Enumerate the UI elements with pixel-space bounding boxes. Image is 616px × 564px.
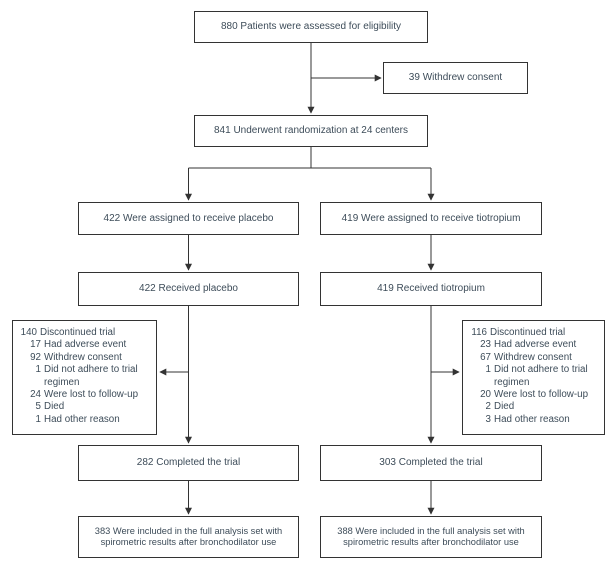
count: 140 <box>20 327 37 338</box>
count: 23 <box>480 339 491 351</box>
box-received-placebo-label: 422 Received placebo <box>139 283 238 294</box>
discontinued-line <box>469 414 601 426</box>
count: 1 <box>35 364 41 376</box>
discontinued-line <box>19 339 153 351</box>
box-completed-tiotropium-label: 303 Completed the trial <box>379 457 483 468</box>
reason-text: Withdrew consent <box>494 351 572 363</box>
box-completed-placebo <box>78 445 299 481</box>
box-assigned-placebo <box>78 202 299 235</box>
box-discontinued-placebo <box>12 320 157 435</box>
reason-text: Died <box>494 401 515 413</box>
discontinued-line <box>19 352 153 364</box>
discontinued-line <box>469 401 601 413</box>
reason-text: Had adverse event <box>494 339 577 351</box>
reason-text: Died <box>44 401 65 413</box>
box-randomized <box>194 115 428 147</box>
count: 92 <box>30 351 41 363</box>
reason-text: Had other reason <box>44 413 120 425</box>
discontinued-line <box>469 364 601 389</box>
discontinued-line <box>19 389 153 401</box>
reason-text: Had adverse event <box>44 339 127 351</box>
discontinued-line <box>19 401 153 413</box>
box-assigned-tiotropium-label: 419 Were assigned to receive tiotropium <box>341 212 521 224</box>
box-included-tiotropium-line2: spirometric results after bronchodilator use <box>343 537 519 547</box>
box-received-tiotropium <box>320 272 542 306</box>
box-completed-placebo-label: 282 Completed the trial <box>136 457 241 468</box>
box-withdrew-consent <box>383 62 528 94</box>
box-discontinued-tiotropium <box>462 320 605 435</box>
box-included-placebo-line2: spirometric results after bronchodilator use <box>100 537 277 547</box>
box-included-tiotropium <box>320 516 542 558</box>
reason-text: Discontinued trial <box>40 327 116 338</box>
discontinued-line <box>19 327 153 339</box>
box-included-placebo <box>78 516 299 558</box>
box-randomized-label: 841 Underwent randomization at 24 centers <box>213 125 408 136</box>
box-received-tiotropium-label: 419 Received tiotropium <box>377 283 485 294</box>
box-assessed-label: 880 Patients were assessed for eligibility <box>220 21 402 32</box>
box-received-placebo <box>78 272 299 306</box>
box-assigned-placebo-label: 422 Were assigned to receive placebo <box>103 212 274 224</box>
box-assigned-tiotropium <box>320 202 542 235</box>
box-completed-tiotropium <box>320 445 542 481</box>
count: 5 <box>35 401 41 413</box>
discontinued-line <box>469 352 601 364</box>
box-withdrew-consent-label: 39 Withdrew consent <box>408 72 503 83</box>
count: 116 <box>471 327 487 338</box>
reason-text: Were lost to follow-up <box>44 389 139 401</box>
count: 24 <box>30 389 41 401</box>
box-included-tiotropium-line1: 388 Were included in the full analysis set with <box>337 525 525 536</box>
count: 3 <box>485 413 491 425</box>
reason-text: Withdrew consent <box>44 351 122 363</box>
discontinued-line <box>469 327 601 339</box>
reason-text: Were lost to follow-up <box>494 389 589 401</box>
reason-text: Did not adhere to trial regimen <box>44 364 138 388</box>
count: 1 <box>35 413 41 425</box>
box-included-placebo-line1: 383 Were included in the full analysis set with <box>94 525 283 536</box>
reason-text: Had other reason <box>494 413 570 425</box>
discontinued-line <box>469 339 601 351</box>
discontinued-line <box>19 364 153 389</box>
reason-text: Did not adhere to trial regimen <box>494 364 588 388</box>
discontinued-line <box>19 414 153 426</box>
count: 17 <box>30 339 41 351</box>
count: 1 <box>485 364 491 376</box>
count: 2 <box>485 401 491 413</box>
reason-text: Discontinued trial <box>490 327 566 338</box>
box-assessed <box>194 11 428 43</box>
count: 20 <box>480 389 491 401</box>
discontinued-line <box>469 389 601 401</box>
count: 67 <box>480 351 491 363</box>
